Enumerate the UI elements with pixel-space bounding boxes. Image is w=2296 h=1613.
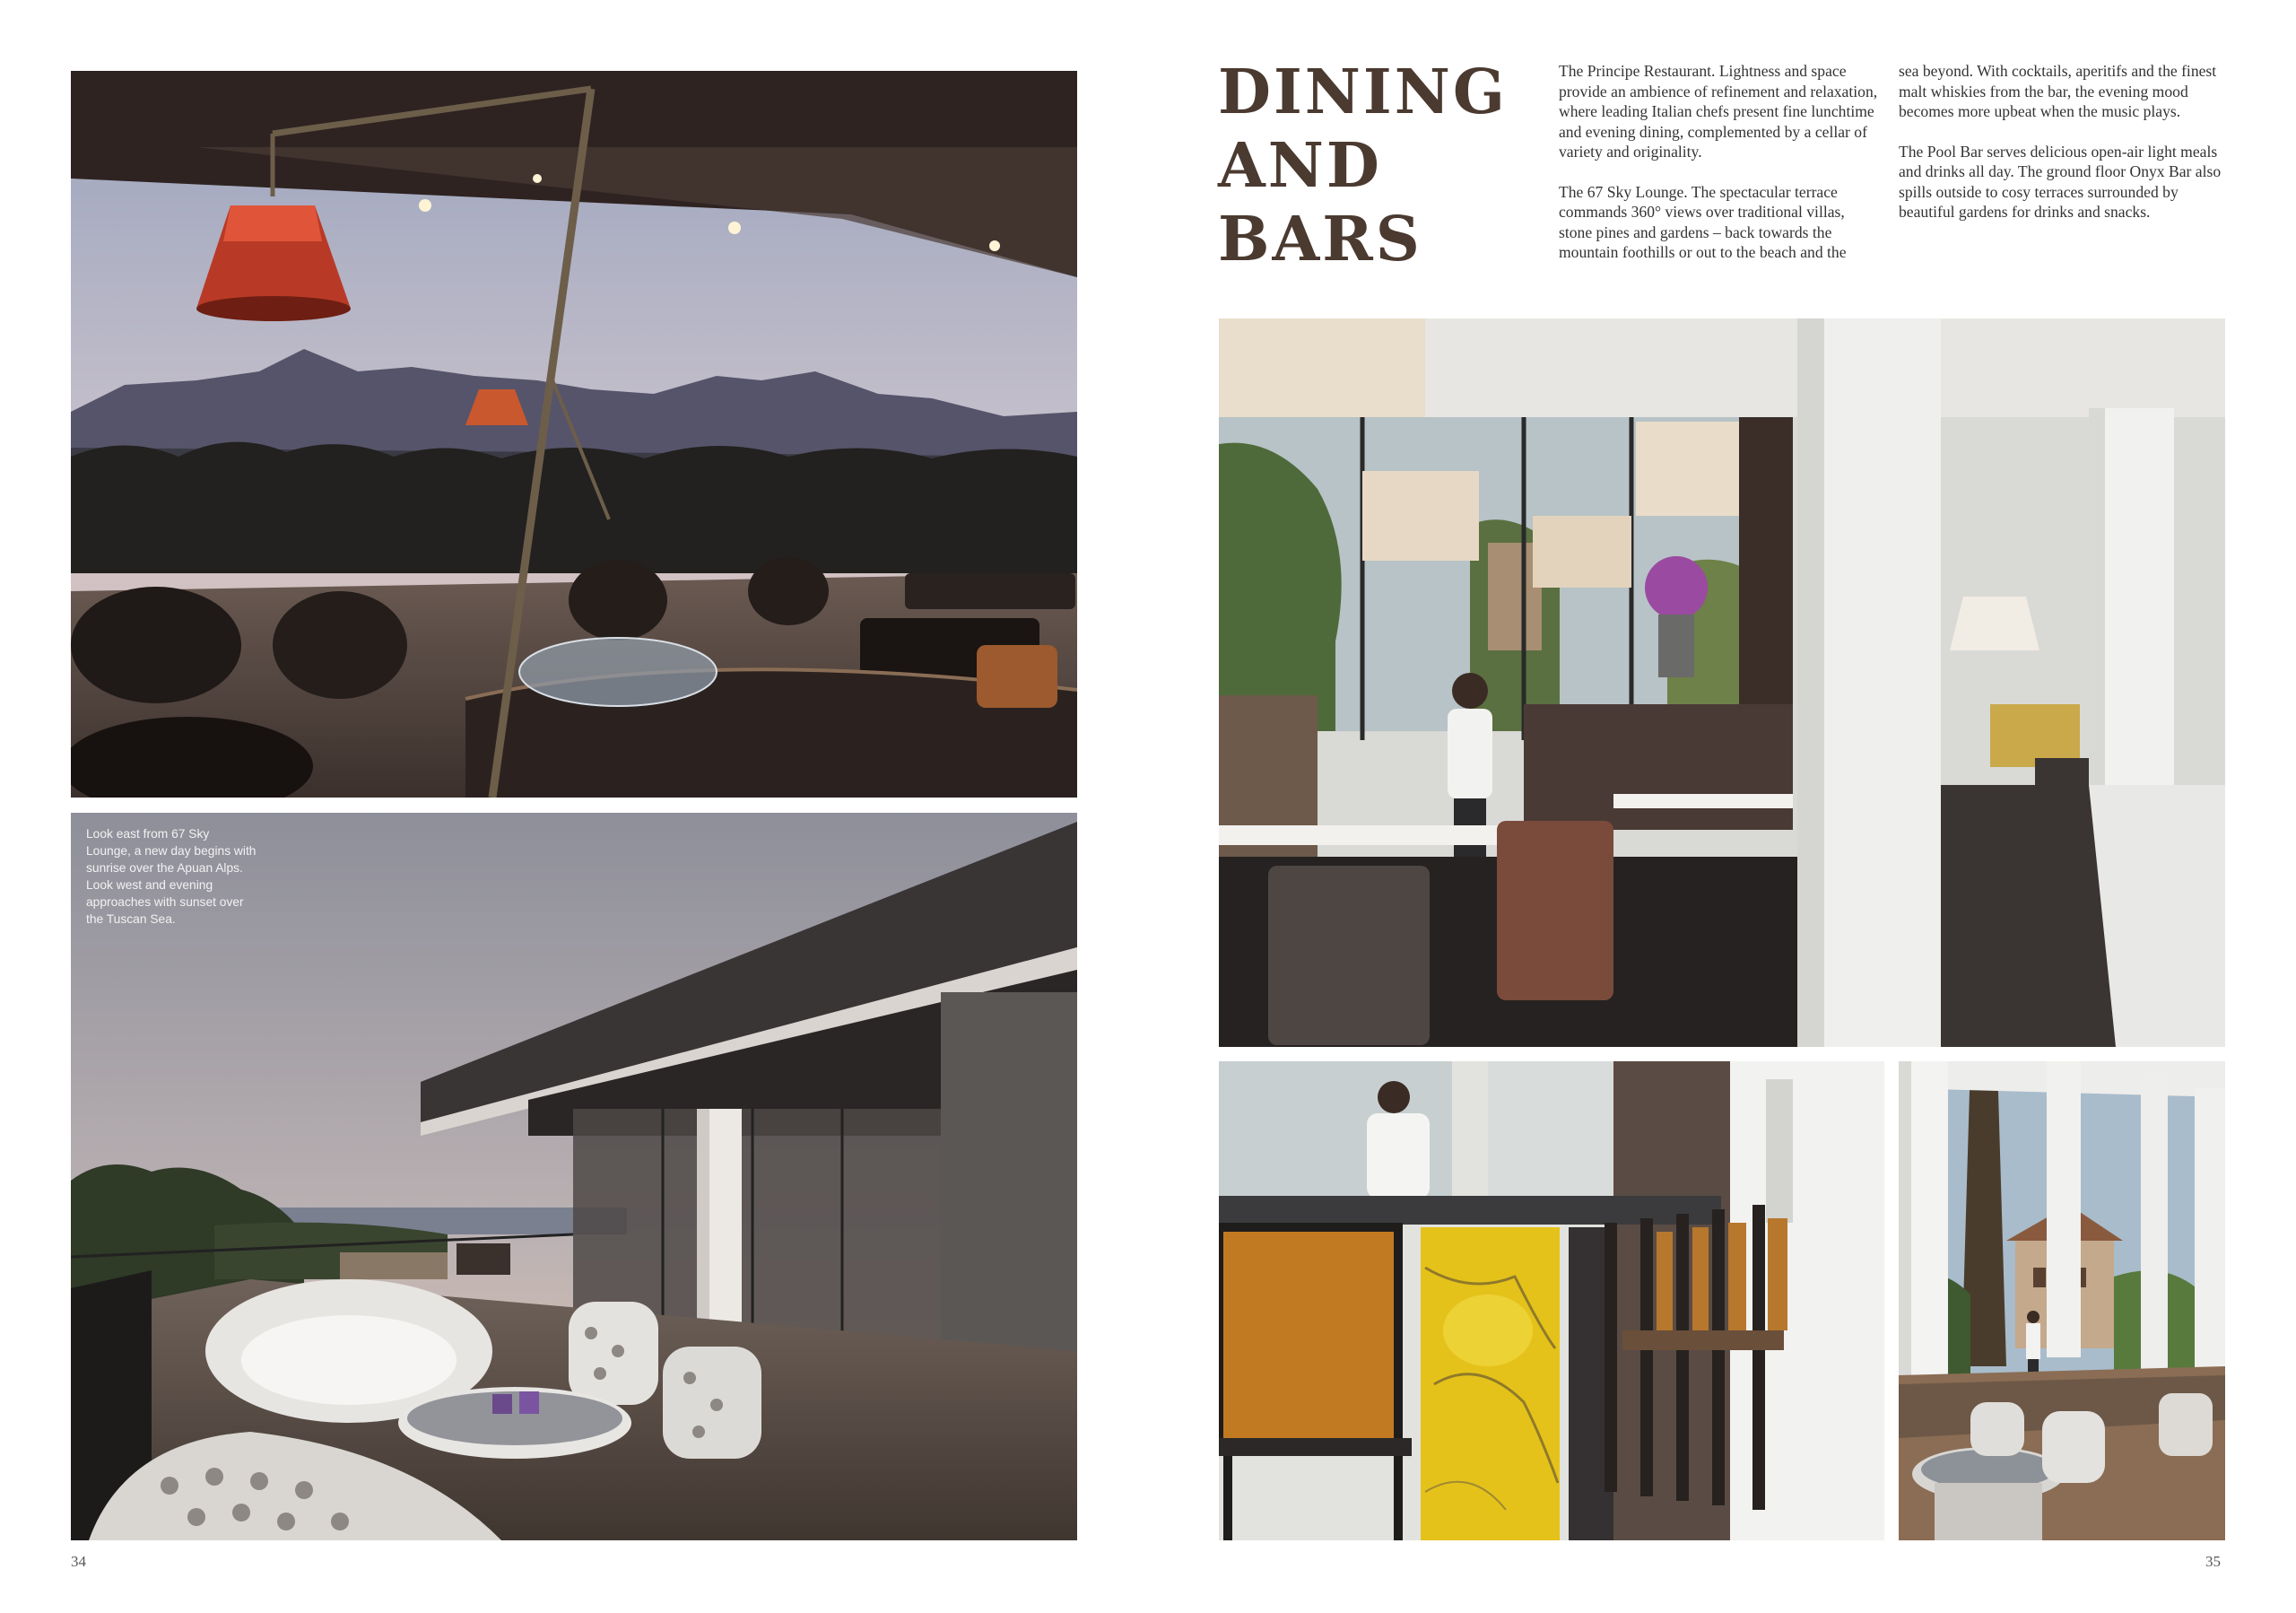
paragraph-sky-lounge-continued: sea beyond. With cocktails, aperitifs and the finest malt whiskies from the bar, the evening mood becomes more upbeat when the music plays. — [1899, 62, 2217, 120]
paragraph-principe-restaurant: The Principe Restaurant. Lightness and space provide an ambience of refinement and relaxation, where leading Italian chefs present fine lunchtime and evening dining, complemented by a cellar of variety and originality. — [1559, 62, 1878, 161]
photo-restaurant-interior — [1219, 318, 2225, 1047]
photo-onyx-bar — [1219, 1061, 1884, 1540]
photo-sky-lounge-terrace — [71, 71, 1077, 798]
page-number-right: 35 — [2205, 1553, 2221, 1570]
photo-pool-bar-loggia — [1899, 1061, 2225, 1540]
paragraph-pool-bar: The Pool Bar serves delicious open-air light meals and drinks all day. The ground floor Onyx Bar also spills outside to cosy terraces surrounded by beautiful gardens for drinks and snacks. — [1899, 142, 2222, 221]
photo-caption: Look east from 67 Sky Lounge, a new day begins with sunrise over the Apuan Alps. Look west and evening approaches with sunset over the Tuscan Sea. — [86, 827, 257, 926]
paragraph-sky-lounge: The 67 Sky Lounge. The spectacular terrace commands 360° views over traditional villas, stone pines and gardens – back towards the mountain foothills or out to the beach and the — [1559, 182, 1847, 261]
text-column-2 — [1899, 61, 2231, 242]
text-column-1 — [1559, 61, 1882, 283]
page-title: DINING AND BARS — [1218, 57, 1508, 275]
page-number-left: 34 — [71, 1553, 86, 1570]
